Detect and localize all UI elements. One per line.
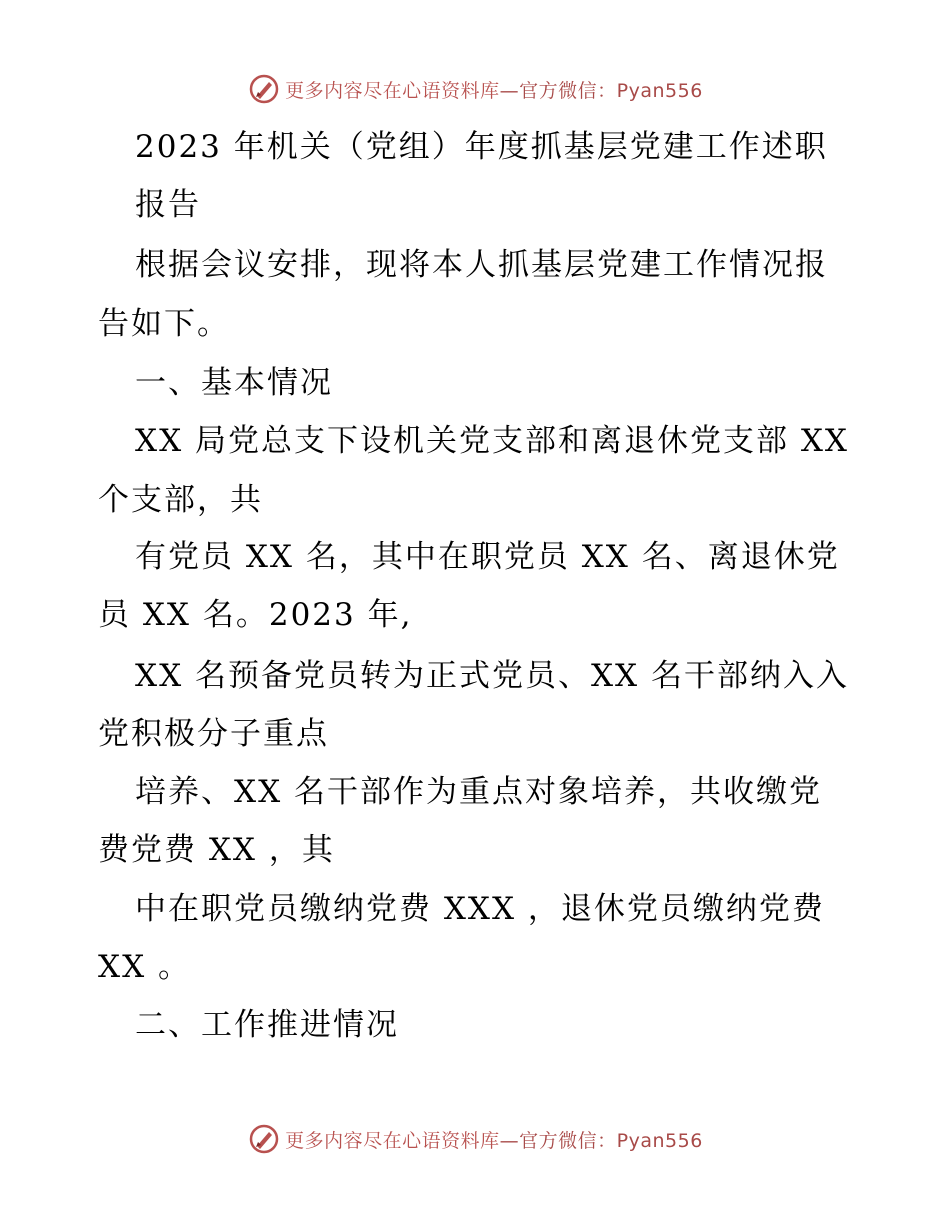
paragraph-line: XX 局党总支下设机关党支部和离退休党支部 XX	[135, 423, 849, 459]
watermark-footer	[0, 1122, 950, 1156]
pen-logo-icon	[247, 72, 281, 106]
document-title-line-2: 报告	[135, 187, 201, 223]
paragraph-line: XX 名预备党员转为正式党员、XX 名干部纳入入	[135, 658, 849, 694]
paragraph-line: 根据会议安排，现将本人抓基层党建工作情况报	[135, 247, 828, 283]
watermark-header	[0, 72, 950, 106]
watermark-contact: —官方微信：Pyan556	[499, 79, 703, 102]
paragraph-line: 中在职党员缴纳党费 XXX ，退休党员缴纳党费	[135, 891, 825, 927]
watermark-text: 更多内容尽在心语资料库	[285, 79, 500, 102]
document-title-line-1: 2023 年机关（党组）年度抓基层党建工作述职	[135, 129, 828, 165]
watermark-contact: —官方微信：Pyan556	[499, 1129, 703, 1152]
pen-logo-icon	[247, 1122, 281, 1156]
paragraph-line: 费党费 XX ，其	[98, 832, 335, 868]
paragraph-line: 员 XX 名。2023 年,	[98, 597, 413, 633]
paragraph-line: XX 。	[98, 949, 191, 985]
section-heading-progress: 二、工作推进情况	[135, 1007, 399, 1043]
paragraph-line: 个支部，共	[98, 482, 263, 518]
paragraph-line: 党积极分子重点	[98, 716, 329, 752]
paragraph-line: 培养、XX 名干部作为重点对象培养，共收缴党	[135, 774, 822, 810]
paragraph-line: 有党员 XX 名，其中在职党员 XX 名、离退休党	[135, 539, 840, 575]
paragraph-line: 告如下。	[98, 306, 230, 342]
section-heading-basic: 一、基本情况	[135, 365, 333, 401]
watermark-text: 更多内容尽在心语资料库	[285, 1129, 500, 1152]
